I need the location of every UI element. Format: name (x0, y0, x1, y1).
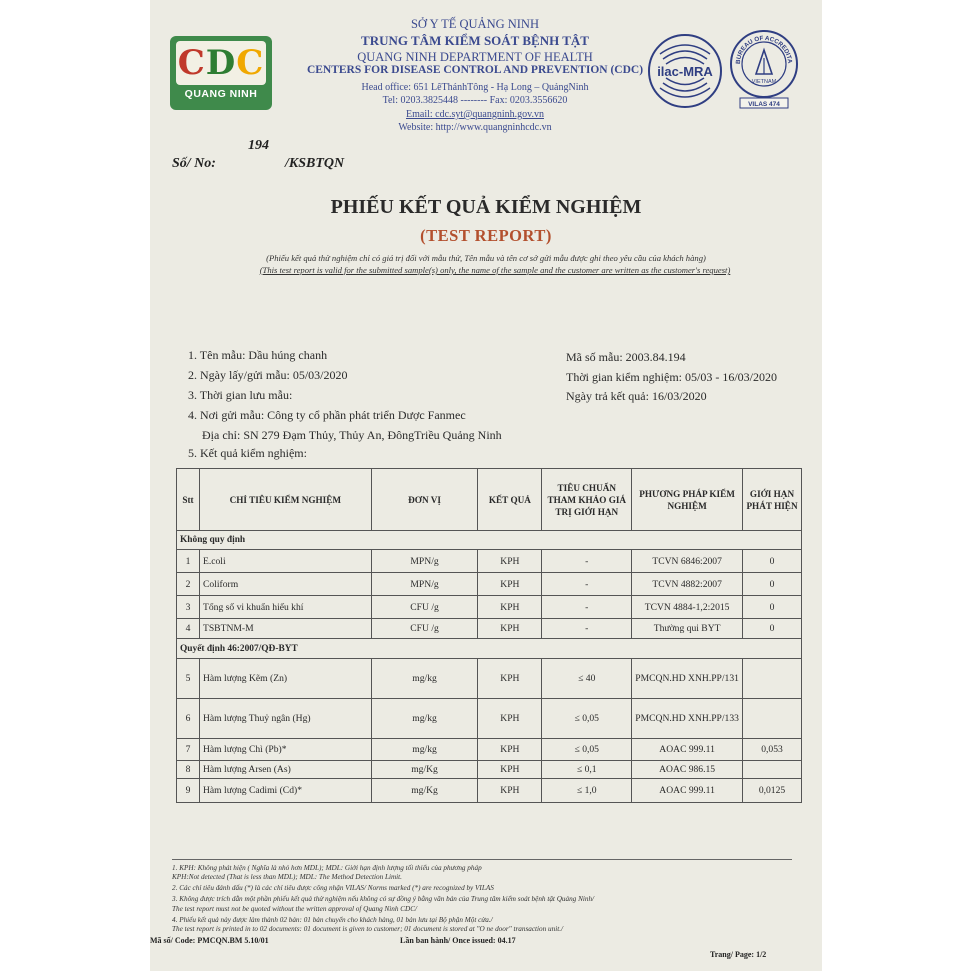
cell-stt: 3 (177, 596, 200, 619)
footer-note: 1. KPH: Không phát hiện ( Nghĩa là nhỏ hơn MDL); MDL: Giới hạn định lượng tối thiểu của phương pháp (172, 864, 482, 872)
cell-indicator: Tổng số vi khuẩn hiếu khí (199, 596, 371, 619)
cell-stt: 1 (177, 550, 200, 573)
cell-method: AOAC 999.11 (632, 779, 743, 803)
table-row (177, 619, 802, 639)
footer-note: KPH:Not detected (That is less than MDL); MDL: The Method Detection Limit. (172, 873, 402, 881)
cell-stt: 4 (177, 619, 200, 639)
cell-reference: - (542, 619, 632, 639)
cell-method: TCVN 6846:2007 (632, 550, 743, 573)
svg-text:BUREAU OF ACCREDITATION: BUREAU OF ACCREDITA (734, 34, 794, 65)
cell-indicator: E.coli (199, 550, 371, 573)
cell-result: KPH (478, 699, 542, 739)
table-row (177, 699, 802, 739)
cell-method: Thường qui BYT (632, 619, 743, 639)
table-row (177, 779, 802, 803)
cell-limit: 0 (743, 573, 802, 596)
header-limit: GIỚI HẠN PHÁT HIỆN (743, 469, 802, 531)
table-header-row (177, 469, 802, 531)
cell-limit (743, 659, 802, 699)
cell-method: TCVN 4884-1,2:2015 (632, 596, 743, 619)
cell-unit: CFU /g (371, 596, 478, 619)
results-table (176, 468, 802, 803)
sender-address: Địa chỉ: SN 279 Đạm Thủy, Thủy An, ĐôngTriều Quảng Ninh (202, 428, 502, 442)
sample-date: 2. Ngày lấy/gửi mẫu: 05/03/2020 (188, 368, 348, 382)
cell-stt: 5 (177, 659, 200, 699)
table-row (177, 659, 802, 699)
issue-number: Lần ban hành/ Once issued: 04.17 (400, 936, 516, 945)
footer-divider (172, 859, 792, 860)
cell-limit: 0,053 (743, 739, 802, 761)
document-number-label: Số/ No: (172, 156, 216, 171)
cell-reference: ≤ 0,05 (542, 739, 632, 761)
header-center-en: CENTERS FOR DISEASE CONTROL AND PREVENTION (CDC) (306, 64, 644, 76)
report-title: PHIẾU KẾT QUẢ KIỂM NGHIỆM (330, 196, 642, 218)
footer-note: The test report is printed in to 02 documents: 01 document is given to customer; 01 document is stored at "O ne door" transaction unit./ (172, 925, 563, 933)
report-subtitle: (TEST REPORT) (420, 226, 552, 245)
header-phone-fax: Tel: 0203.3825448 -------- Fax: 0203.3556620 (382, 95, 568, 106)
cell-indicator: Coliform (199, 573, 371, 596)
cell-unit: mg/Kg (371, 761, 478, 779)
cell-indicator: Hàm lượng Cadimi (Cd)* (199, 779, 371, 803)
header-address: Head office: 651 LêThánhTông - Hạ Long – QuảngNinh (361, 82, 589, 93)
section-title: Quyết định 46:2007/QĐ-BYT (177, 639, 802, 659)
form-code: Mã số/ Code: PMCQN.BM 5.10/01 (150, 936, 269, 945)
cell-result: KPH (478, 739, 542, 761)
header-center-name: TRUNG TÂM KIỂM SOÁT BỆNH TẬT (361, 33, 589, 48)
header-reference: TIÊU CHUẨN THAM KHẢO GIÁ TRỊ GIỚI HẠN (542, 469, 632, 531)
page-number: Trang/ Page: 1/2 (710, 950, 767, 959)
validity-note-vi: (Phiếu kết quả thử nghiệm chỉ có giá trị đối với mẫu thử, Tên mẫu và tên cơ sở gửi mẫu được ghi theo yêu cầu của khách hàng) (266, 253, 706, 263)
sample-code: Mã số mẫu: 2003.84.194 (566, 350, 686, 364)
validity-note-en: (This test report is valid for the submitted sample(s) only, the name of the sample and the customer are written as the customer's request) (259, 265, 731, 275)
cdc-logo (170, 36, 272, 110)
cell-stt: 7 (177, 739, 200, 761)
table-row (177, 573, 802, 596)
sample-name: 1. Tên mẫu: Dầu húng chanh (188, 348, 328, 362)
storage-time: 3. Thời gian lưu mẫu: (188, 388, 293, 402)
header-email: Email: cdc.syt@quangninh.gov.vn (406, 109, 544, 120)
section-title: Không quy định (177, 531, 802, 550)
cell-unit: MPN/g (371, 573, 478, 596)
cell-stt: 2 (177, 573, 200, 596)
cell-unit: CFU /g (371, 619, 478, 639)
cell-unit: mg/kg (371, 699, 478, 739)
table-row (177, 550, 802, 573)
cell-reference: ≤ 0,05 (542, 699, 632, 739)
header-department-en: QUANG NINH DEPARTMENT OF HEALTH (357, 50, 593, 64)
cell-reference: - (542, 596, 632, 619)
cell-stt: 8 (177, 761, 200, 779)
table-row (177, 739, 802, 761)
test-period: Thời gian kiểm nghiệm: 05/03 - 16/03/2020 (566, 370, 777, 384)
cell-reference: - (542, 573, 632, 596)
header-method: PHƯƠNG PHÁP KIỂM NGHIỆM (632, 469, 743, 531)
results-label: 5. Kết quả kiểm nghiệm: (188, 446, 307, 460)
header-department: SỞ Y TẾ QUẢNG NINH (410, 17, 539, 31)
cell-limit: 0 (743, 619, 802, 639)
document-number-handwritten: 194 (248, 138, 269, 153)
cell-indicator: Hàm lượng Thuỷ ngân (Hg) (199, 699, 371, 739)
table-row (177, 596, 802, 619)
table-row (177, 761, 802, 779)
cell-result: KPH (478, 596, 542, 619)
cell-method: TCVN 4882:2007 (632, 573, 743, 596)
document-page (150, 0, 822, 971)
svg-text:VIETNAM: VIETNAM (751, 79, 777, 85)
cell-indicator: Hàm lượng Kẽm (Zn) (199, 659, 371, 699)
cell-reference: ≤ 1,0 (542, 779, 632, 803)
sender: 4. Nơi gửi mẫu: Công ty cổ phần phát triển Dược Fanmec (188, 408, 466, 422)
header-indicator: CHỈ TIÊU KIỂM NGHIỆM (199, 469, 371, 531)
cell-unit: mg/Kg (371, 779, 478, 803)
cdc-logo-subtext: QUANG NINH (184, 88, 258, 100)
cell-method: AOAC 986.15 (632, 761, 743, 779)
section-row (177, 639, 802, 659)
cell-limit (743, 699, 802, 739)
cell-reference: - (542, 550, 632, 573)
footer-note: The test report must not be quoted without the written approval of Quang Ninh CDC/ (172, 905, 418, 913)
cell-result: KPH (478, 573, 542, 596)
cell-reference: ≤ 40 (542, 659, 632, 699)
cell-unit: mg/kg (371, 659, 478, 699)
footer-note: 2. Các chỉ tiêu đánh dấu (*) là các chỉ tiêu được công nhận VILAS/ Norms marked (*) are recognized by VILAS (172, 884, 494, 892)
cell-indicator: Hàm lượng Chì (Pb)* (199, 739, 371, 761)
cell-method: PMCQN.HD XNH.PP/131 (632, 659, 743, 699)
document-number-suffix: /KSBTQN (285, 156, 345, 171)
svg-text:ilac-MRA: ilac-MRA (657, 64, 713, 79)
header-website: Website: http://www.quangninhcdc.vn (398, 122, 552, 133)
cell-stt: 9 (177, 779, 200, 803)
return-date: Ngày trả kết quả: 16/03/2020 (566, 389, 707, 403)
footer-note: 4. Phiếu kết quả này được làm thành 02 bản: 01 bản chuyển cho khách hàng, 01 bản lưu tại Bộ phận Một cửa./ (172, 916, 493, 924)
header-unit: ĐƠN VỊ (371, 469, 478, 531)
cell-result: KPH (478, 550, 542, 573)
cell-result: KPH (478, 761, 542, 779)
cell-reference: ≤ 0,1 (542, 761, 632, 779)
footer-note: 3. Không được trích dẫn một phần phiếu kết quả thử nghiệm nếu không có sự đồng ý bằng văn bản của Trung tâm kiểm soát bệnh tật Quảng Ninh/ (172, 895, 595, 903)
cell-method: AOAC 999.11 (632, 739, 743, 761)
cell-stt: 6 (177, 699, 200, 739)
cell-limit: 0,0125 (743, 779, 802, 803)
section-row (177, 531, 802, 550)
cdc-logo-text: C D C (177, 43, 265, 83)
cell-limit: 0 (743, 550, 802, 573)
cell-unit: MPN/g (371, 550, 478, 573)
cell-limit: 0 (743, 596, 802, 619)
cell-unit: mg/kg (371, 739, 478, 761)
cell-indicator: TSBTNM-M (199, 619, 371, 639)
header-result: KẾT QUẢ (478, 469, 542, 531)
ilac-mra-logo (646, 32, 724, 110)
svg-text:VILAS 474: VILAS 474 (748, 101, 780, 108)
cell-result: KPH (478, 659, 542, 699)
cell-result: KPH (478, 779, 542, 803)
vilas-accreditation-logo (728, 28, 800, 110)
cell-limit (743, 761, 802, 779)
cell-indicator: Hàm lượng Arsen (As) (199, 761, 371, 779)
header-stt: Stt (177, 469, 200, 531)
cell-result: KPH (478, 619, 542, 639)
cell-method: PMCQN.HD XNH.PP/133 (632, 699, 743, 739)
